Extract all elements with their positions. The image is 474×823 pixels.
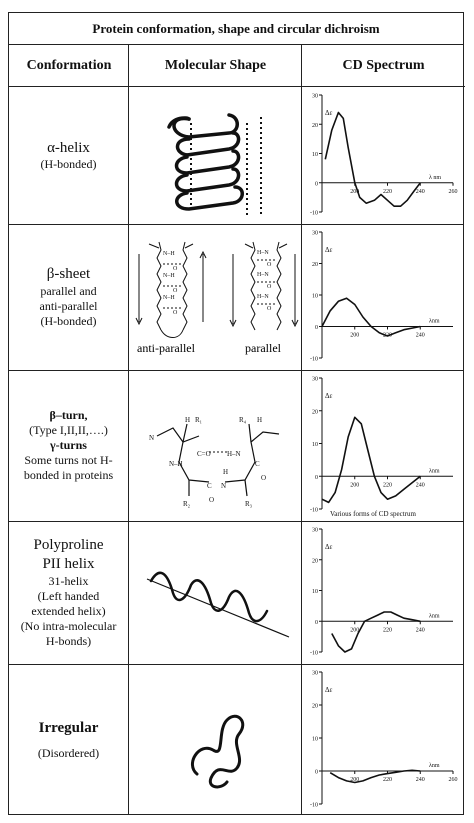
- y-tick-label: 0: [315, 181, 318, 188]
- svg-text:H–N: H–N: [257, 272, 269, 278]
- chart-polyproline: [302, 521, 465, 664]
- chart-svg: [302, 87, 465, 224]
- conformation-name: PII helix: [42, 556, 95, 572]
- x-tick-label: 240: [415, 332, 425, 339]
- series-line: [322, 417, 420, 502]
- table: [8, 12, 464, 815]
- svg-text:R₃: R₃: [245, 500, 253, 508]
- conformation-note: H-bonds): [45, 633, 92, 648]
- y-tick-label: 0: [315, 325, 318, 331]
- y-tick-label: 10: [312, 442, 318, 448]
- row-beta-turn-conformation: [9, 370, 128, 521]
- conformation-note: anti-parallel: [39, 298, 98, 313]
- x-tick-label: 240: [415, 627, 425, 634]
- y-tick-label: 30: [312, 376, 318, 383]
- y-tick-label: -10: [310, 650, 318, 657]
- svg-text:O: O: [261, 474, 267, 482]
- conformation-note: (H-bonded): [40, 157, 97, 172]
- svg-text:N–H: N–H: [169, 460, 183, 468]
- y-tick-label: 30: [312, 670, 318, 677]
- x-tick-label: 220: [383, 777, 392, 783]
- y-tick-label: 30: [312, 527, 318, 534]
- conformation-note: Some turns not H-: [24, 453, 113, 467]
- chart-annotation: Various forms of CD spectrum: [330, 510, 416, 518]
- x-axis-label: λnm: [429, 613, 440, 620]
- header-spectrum: CD Spectrum: [302, 45, 465, 87]
- conformation-note: parallel and: [40, 283, 97, 298]
- conformation-note: (Disordered): [37, 745, 100, 760]
- conformation-note: bonded in proteins: [23, 468, 114, 482]
- x-tick-label: 200: [350, 332, 360, 339]
- y-axis-label: Δε: [325, 543, 333, 551]
- y-tick-label: -10: [310, 507, 318, 514]
- x-tick-label: 240: [415, 482, 425, 489]
- svg-text:N: N: [149, 434, 155, 442]
- chart-alpha-helix: [302, 87, 465, 224]
- label-parallel: parallel: [245, 341, 281, 355]
- y-axis-label: Δε: [325, 686, 333, 694]
- svg-text:H: H: [223, 468, 229, 476]
- conformation-name: Irregular: [38, 720, 99, 737]
- row-alpha-helix-conformation: [9, 87, 128, 224]
- y-axis-label: Δε: [325, 109, 333, 117]
- chart-beta-sheet: [302, 224, 465, 370]
- y-tick-label: 0: [315, 769, 318, 776]
- svg-text:H–N: H–N: [257, 250, 269, 256]
- svg-text:R₂: R₂: [183, 500, 191, 508]
- beta-sheet-shape: [129, 224, 301, 370]
- series-line: [325, 113, 420, 207]
- conformation-note: (Type I,II,II,….): [29, 423, 108, 437]
- y-tick-label: -10: [310, 802, 318, 809]
- x-tick-label: 220: [383, 627, 392, 634]
- svg-text:H: H: [185, 416, 191, 424]
- row-irregular-conformation: [9, 664, 128, 816]
- y-tick-label: 20: [312, 262, 318, 268]
- chart-irregular: [302, 664, 465, 816]
- svg-text:O: O: [267, 306, 272, 312]
- series-line: [322, 298, 420, 336]
- y-tick-label: 20: [312, 409, 318, 416]
- svg-text:N–H: N–H: [163, 295, 175, 301]
- header-shape: Molecular Shape: [129, 45, 302, 87]
- svg-text:N–H: N–H: [163, 273, 175, 279]
- svg-text:O: O: [267, 284, 272, 290]
- svg-text:C: C: [255, 460, 260, 468]
- svg-text:R₄: R₄: [239, 416, 247, 424]
- chart-beta-turn: [302, 370, 465, 521]
- svg-text:O: O: [173, 266, 178, 272]
- y-tick-label: 30: [312, 230, 318, 237]
- label-anti-parallel: anti-parallel: [137, 341, 195, 355]
- svg-text:H–N: H–N: [257, 294, 269, 300]
- conformation-name: Polyproline: [33, 537, 104, 554]
- polyproline-shape: [129, 521, 301, 664]
- irregular-shape: [129, 664, 301, 816]
- svg-text:N–H: N–H: [163, 251, 175, 257]
- x-axis-label: λnm: [429, 318, 440, 325]
- y-tick-label: 30: [312, 93, 318, 100]
- x-tick-label: 220: [383, 188, 392, 195]
- svg-text:C=O: C=O: [197, 450, 211, 458]
- y-tick-label: 20: [312, 703, 318, 710]
- conformation-note: 31-helix: [48, 573, 89, 588]
- alpha-helix-shape: [129, 87, 301, 224]
- x-tick-label: 240: [415, 188, 425, 195]
- svg-text:H: H: [257, 416, 263, 424]
- x-tick-label: 200: [350, 482, 360, 489]
- x-tick-label: 220: [383, 482, 392, 489]
- chart-svg: [302, 664, 465, 816]
- chart-svg: [302, 521, 465, 664]
- y-axis-label: Δε: [325, 246, 333, 254]
- x-tick-label: 260: [448, 777, 458, 783]
- y-tick-label: 10: [312, 293, 318, 300]
- y-tick-label: 10: [312, 152, 318, 158]
- conformation-name: β-sheet: [46, 266, 91, 283]
- y-tick-label: 20: [312, 558, 318, 565]
- conformation-note: (No intra-molecular: [20, 618, 117, 633]
- y-tick-label: -10: [310, 210, 318, 217]
- x-axis-label: λnm: [429, 763, 440, 769]
- svg-text:R₁: R₁: [195, 416, 203, 424]
- conformation-name: β–turn,: [49, 408, 88, 422]
- svg-text:O: O: [173, 310, 178, 316]
- y-tick-label: -10: [310, 356, 318, 363]
- svg-text:C: C: [207, 482, 212, 490]
- beta-turn-shape: [129, 370, 301, 521]
- y-tick-label: 0: [315, 474, 318, 481]
- x-tick-label: 260: [448, 188, 458, 195]
- row-polyproline-conformation: [9, 521, 128, 664]
- header-conformation: Conformation: [9, 45, 129, 87]
- helix-axis: [147, 579, 289, 637]
- x-tick-label: 200: [350, 188, 360, 195]
- conformation-note: (H-bonded): [40, 313, 97, 328]
- x-tick-label: 240: [415, 777, 425, 783]
- y-tick-label: 10: [312, 736, 318, 743]
- chart-svg: [302, 224, 465, 370]
- y-tick-label: 10: [312, 589, 318, 595]
- table-title: Protein conformation, shape and circular dichroism: [9, 13, 463, 45]
- y-tick-label: 20: [312, 122, 318, 129]
- svg-text:H–N: H–N: [227, 450, 241, 458]
- x-axis-label: λ nm: [429, 174, 442, 181]
- svg-text:O: O: [209, 496, 215, 504]
- series-line: [332, 612, 421, 652]
- x-axis-label: λnm: [429, 468, 440, 475]
- series-line: [330, 770, 420, 782]
- svg-text:O: O: [267, 262, 272, 268]
- x-tick-label: 200: [350, 627, 360, 634]
- conformation-note: extended helix): [31, 603, 106, 618]
- chart-svg: [302, 370, 465, 521]
- conformation-note: (Left handed: [37, 588, 100, 603]
- conformation-name: γ-turns: [50, 438, 87, 452]
- conformation-name: α-helix: [47, 139, 90, 156]
- row-beta-sheet-conformation: [9, 224, 128, 370]
- y-axis-label: Δε: [325, 392, 333, 400]
- svg-text:N: N: [221, 482, 227, 490]
- x-tick-label: 220: [383, 332, 392, 339]
- x-tick-label: 200: [350, 777, 360, 783]
- y-tick-label: 0: [315, 619, 318, 626]
- svg-text:O: O: [173, 288, 178, 294]
